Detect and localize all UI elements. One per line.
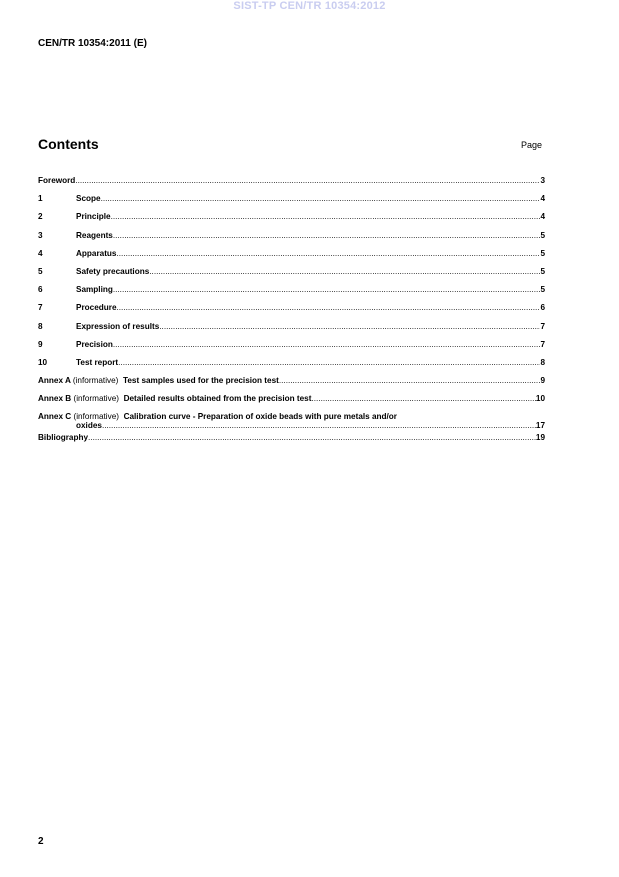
toc-entry-title: Procedure (76, 303, 117, 313)
annex-label: Annex C (informative) Calibration curve - Preparation of oxide beads with pure metals and/or (38, 412, 397, 422)
toc-entry-page: 3 (540, 176, 545, 185)
toc-entry-page: 5 (540, 248, 545, 258)
toc-entry-page: 10 (535, 394, 545, 404)
toc-entry-number: 9 (38, 339, 43, 349)
dot-leader (113, 339, 541, 351)
annex-type: (informative) (73, 412, 119, 422)
toc-entry-procedure (38, 302, 545, 320)
toc-entry-number: 3 (38, 230, 43, 240)
toc-entry-test-report (38, 357, 545, 375)
page-number: 2 (38, 836, 44, 847)
toc-entry-number: 8 (38, 321, 43, 331)
toc-entry-page: 6 (540, 303, 545, 313)
toc-entry-title: Bibliography (38, 433, 89, 443)
dot-leader (102, 420, 536, 432)
toc-entry-page: 5 (540, 230, 545, 240)
toc-entry-title: Scope (76, 194, 101, 204)
dot-leader (118, 357, 540, 369)
toc-entry-page: 9 (540, 376, 545, 386)
dot-leader (159, 321, 540, 333)
toc-entry-scope (38, 193, 545, 211)
toc-entry-number: 7 (38, 303, 43, 313)
dot-leader (88, 432, 536, 444)
toc-entry-annex-b (38, 393, 545, 411)
toc-entry-number: 10 (38, 357, 48, 367)
annex-type: (informative) (72, 376, 119, 386)
dot-leader (149, 266, 540, 278)
toc-entry-apparatus (38, 248, 545, 266)
toc-entry-sampling (38, 284, 545, 302)
dot-leader (75, 175, 540, 187)
toc-entry-page: 5 (540, 285, 545, 295)
toc-entry-principle (38, 211, 545, 229)
toc-entry-title: Apparatus (76, 248, 117, 258)
toc-entry-annex-c (38, 411, 545, 433)
toc-entry-page: 8 (540, 357, 545, 367)
toc-entry-number: 4 (38, 248, 43, 258)
toc-entry-page: 17 (535, 421, 545, 431)
toc-entry-title: Foreword (38, 176, 76, 185)
toc-entry-number: 2 (38, 212, 43, 222)
dot-leader (113, 230, 541, 242)
toc-entry-title: Principle (76, 212, 111, 222)
annex-label: Annex B (informative) Detailed results obtained from the precision test (38, 394, 312, 404)
toc-entry-title: Test report (76, 357, 119, 367)
toc-entry-safety-precautions (38, 266, 545, 284)
dot-leader (111, 211, 541, 223)
toc-entry-annex-a (38, 375, 545, 393)
annex-label: Annex A (informative) Test samples used for the precision test (38, 376, 279, 386)
contents-title: Contents (38, 136, 99, 152)
toc-entry-number: 1 (38, 194, 43, 204)
dot-leader (117, 302, 541, 314)
dot-leader (101, 193, 541, 205)
watermark: SIST-TP CEN/TR 10354:2012 (233, 0, 386, 12)
annex-title-line1: Calibration curve - Preparation of oxide beads with pure metals and/or (123, 412, 397, 422)
toc-entry-title: Reagents (76, 230, 113, 240)
dot-leader (117, 248, 541, 260)
toc-entry-foreword (38, 175, 545, 193)
annex-title-line2: oxides (76, 421, 102, 431)
dot-leader (113, 284, 541, 296)
toc-entry-title: Sampling (76, 285, 113, 295)
toc-entry-expression-of-results (38, 321, 545, 339)
toc-entry-title: Precision (76, 339, 113, 349)
toc-entry-page: 4 (540, 212, 545, 222)
toc-entry-bibliography (38, 432, 545, 450)
annex-title: Test samples used for the precision test (122, 376, 279, 386)
toc-entry-page: 19 (535, 433, 545, 443)
annex-type: (informative) (73, 394, 119, 404)
toc-entry-page: 4 (540, 194, 545, 204)
annex-title: Detailed results obtained from the precision test (123, 394, 312, 404)
toc-entry-page: 7 (540, 339, 545, 349)
toc-entry-page: 7 (540, 321, 545, 331)
toc-entry-title: Safety precautions (76, 266, 150, 276)
page-column-label: Page (521, 140, 543, 150)
dot-leader (279, 375, 541, 387)
toc-entry-number: 5 (38, 266, 43, 276)
toc-entry-precision (38, 339, 545, 357)
table-of-contents (38, 175, 545, 451)
document-reference: CEN/TR 10354:2011 (E) (38, 38, 147, 49)
toc-entry-reagents (38, 230, 545, 248)
toc-entry-title: Expression of results (76, 321, 160, 331)
dot-leader (311, 393, 535, 405)
toc-entry-number: 6 (38, 285, 43, 295)
toc-entry-page: 5 (540, 266, 545, 276)
